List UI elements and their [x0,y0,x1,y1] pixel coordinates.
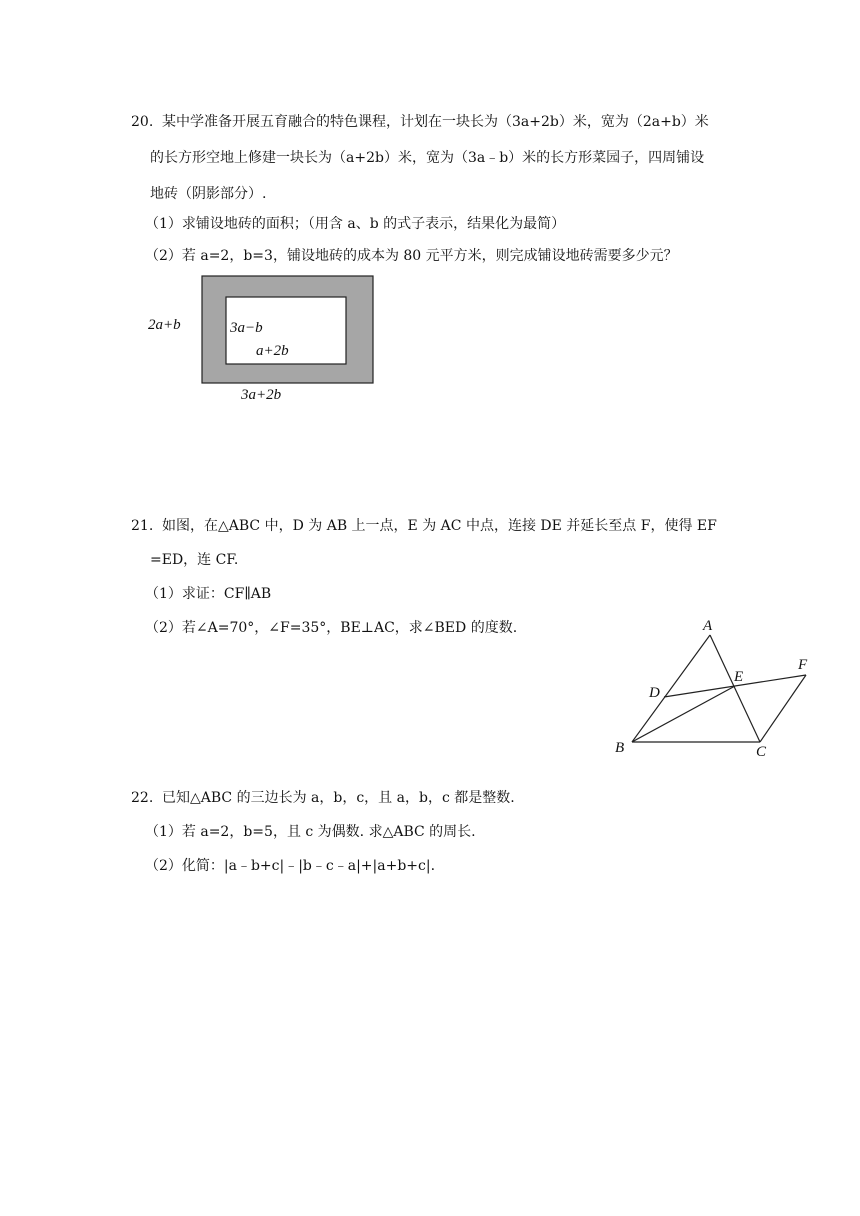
point-B-label: B [615,740,625,756]
point-F-label: F [798,657,808,673]
segment-CF [760,675,806,742]
q20-number: 20. [131,114,154,130]
q21-text-line2: =ED，连 CF. [150,552,239,568]
q20-text-line1: 某中学准备开展五育融合的特色课程，计划在一块长为（3a+2b）米，宽为（2a+b）米 [162,114,709,130]
label-length: 3a+2b [241,387,282,403]
q21-part2: （2）若∠A=70°，∠F=35°，BE⊥AC，求∠BED 的度数. [145,620,518,636]
q22-part1: （1）若 a=2，b=5，且 c 为偶数. 求△ABC 的周长. [145,824,476,840]
q20-part1: （1）求铺设地砖的面积；（用含 a、b 的式子表示，结果化为最简） [145,216,566,232]
q20-text-line3: 地砖（阴影部分）. [150,186,267,202]
q22-number: 22. [131,790,154,806]
segment-AB [632,635,710,742]
q21-text-line1: 如图，在△ABC 中，D 为 AB 上一点，E 为 AC 中点，连接 DE 并延长至点 F，使得 EF [162,518,717,534]
q21-figure [610,618,815,763]
q22-part2: （2）化简：|a﹣b+c|﹣|b﹣c﹣a|+|a+b+c|. [145,858,436,874]
q21-number: 21. [131,518,154,534]
point-E-label: E [734,669,744,685]
point-A-label: A [703,618,713,634]
q21-triangle-diagram [610,618,815,763]
q20-figure [148,272,378,407]
q20-text-line2: 的长方形空地上修建一块长为（a+2b）米，宽为（3a﹣b）米的长方形菜园子，四周铺设 [150,150,705,166]
q20-part2: （2）若 a=2，b=3，铺设地砖的成本为 80 元平方米，则完成铺设地砖需要多少元？ [145,248,678,264]
point-C-label: C [756,744,767,760]
label-inner-width: 3a−b [230,320,263,336]
q22-text-line1: 已知△ABC 的三边长为 a，b，c，且 a，b，c 都是整数. [162,790,515,806]
point-D-label: D [649,685,660,701]
label-inner-length: a+2b [256,343,289,359]
q21-part1: （1）求证：CF∥AB [145,586,272,602]
label-width: 2a+b [148,317,181,333]
